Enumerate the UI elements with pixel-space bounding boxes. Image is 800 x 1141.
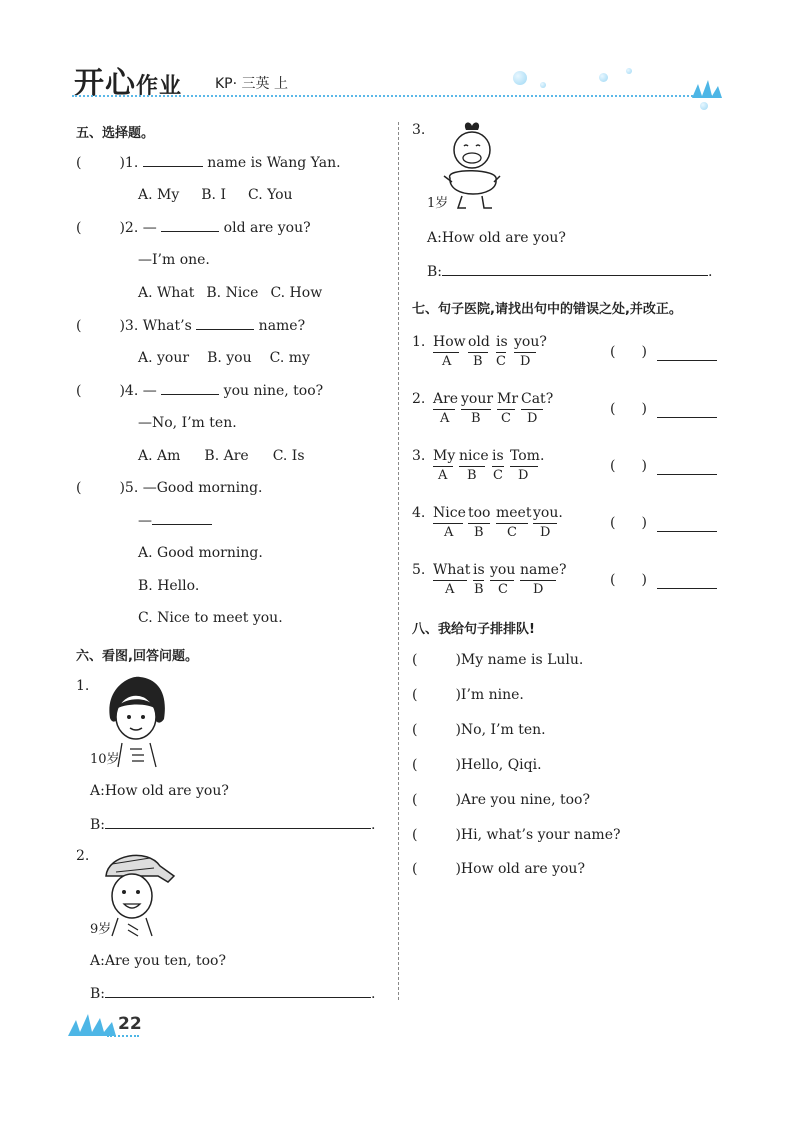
picture-3-question: A:How old are you? xyxy=(427,230,566,246)
word: How xyxy=(433,334,466,350)
answer-blank[interactable] xyxy=(196,329,254,330)
word: is xyxy=(492,448,504,464)
answer-blank[interactable] xyxy=(161,231,219,232)
options-q3: A. your B. you C. my xyxy=(138,350,310,366)
correction-line[interactable] xyxy=(657,360,717,361)
sentence-1: 1. How old is you? A B C D ( ) xyxy=(412,334,722,374)
word: Cat? xyxy=(521,391,554,407)
bubble-decoration xyxy=(700,102,708,110)
word: you xyxy=(490,562,516,578)
word: is xyxy=(496,334,508,350)
bubble-decoration xyxy=(513,71,527,85)
grass-icon xyxy=(690,78,724,100)
picture-1-question: A:How old are you? xyxy=(90,783,229,799)
word: your xyxy=(461,391,494,407)
correction-line[interactable] xyxy=(657,531,717,532)
word: name? xyxy=(520,562,567,578)
bubble-decoration xyxy=(599,73,608,82)
section-5-title: 五、选择题。 xyxy=(76,126,155,141)
answer-blank[interactable] xyxy=(143,166,203,167)
option-b-q5: B. Hello. xyxy=(138,578,200,594)
word: nice xyxy=(459,448,489,464)
picture-2-question: A:Are you ten, too? xyxy=(90,953,226,969)
age-label: 1岁 xyxy=(427,196,449,211)
bubble-decoration xyxy=(626,68,632,74)
picture-1-answer: B: . xyxy=(90,817,376,833)
order-item-2[interactable]: ( )I’m nine. xyxy=(412,687,524,703)
answer-line[interactable] xyxy=(442,275,708,276)
option-c-q5: C. Nice to meet you. xyxy=(138,610,283,626)
column-divider xyxy=(398,122,399,1000)
word: Are xyxy=(433,391,459,407)
word: is xyxy=(473,562,485,578)
word: What xyxy=(433,562,471,578)
picture-2-number: 2. xyxy=(76,848,90,864)
order-item-4[interactable]: ( )Hello, Qiqi. xyxy=(412,757,542,773)
footer-dotted-line xyxy=(107,1035,139,1037)
order-item-1[interactable]: ( )My name is Lulu. xyxy=(412,652,584,668)
options-q2: A. What B. Nice C. How xyxy=(138,285,323,301)
answer-line[interactable] xyxy=(105,828,371,829)
section-6-title: 六、看图,回答问题。 xyxy=(76,649,198,664)
answer-blank[interactable] xyxy=(152,524,212,525)
reply-q2: —I’m one. xyxy=(138,252,210,268)
question-3: ( )3. What’s name? xyxy=(76,318,306,334)
answer-paren[interactable]: ( ) xyxy=(610,344,647,360)
answer-line[interactable] xyxy=(105,997,371,998)
answer-paren[interactable]: ( ) xyxy=(610,515,647,531)
word: Nice xyxy=(433,505,466,521)
bubble-decoration xyxy=(540,82,546,88)
option-a-q5: A. Good morning. xyxy=(138,545,263,561)
answer-paren[interactable]: ( ) xyxy=(610,401,647,417)
sentence-3: 3. My nice is Tom. A B C D ( ) xyxy=(412,448,722,488)
answer-paren[interactable]: ( ) xyxy=(610,458,647,474)
order-item-6[interactable]: ( )Hi, what’s your name? xyxy=(412,827,621,843)
question-5: ( )5. —Good morning. xyxy=(76,480,263,496)
word: you. xyxy=(533,505,563,521)
order-item-3[interactable]: ( )No, I’m ten. xyxy=(412,722,546,738)
word: too xyxy=(468,505,491,521)
word: you? xyxy=(514,334,547,350)
question-1: ( )1. name is Wang Yan. xyxy=(76,155,341,171)
order-item-7[interactable]: ( )How old are you? xyxy=(412,861,585,877)
answer-blank[interactable] xyxy=(161,394,219,395)
age-label: 10岁 xyxy=(90,752,120,767)
picture-2-answer: B: . xyxy=(90,986,376,1002)
sentence-4: 4. Nice too meet you. A B C D ( ) xyxy=(412,505,722,545)
correction-line[interactable] xyxy=(657,588,717,589)
picture-3-number: 3. xyxy=(412,122,426,138)
word: My xyxy=(433,448,456,464)
correction-line[interactable] xyxy=(657,474,717,475)
word: old xyxy=(468,334,490,350)
options-q4: A. Am B. Are C. Is xyxy=(138,448,305,464)
section-8-title: 八、我给句子排排队! xyxy=(412,622,535,637)
workbook-title: 开心作业 xyxy=(74,66,183,101)
picture-1-number: 1. xyxy=(76,678,90,694)
answer-paren[interactable]: ( ) xyxy=(610,572,647,588)
sentence-5: 5. What is you name? A B C D ( ) xyxy=(412,562,722,602)
word: Mr xyxy=(497,391,519,407)
word: meet xyxy=(496,505,532,521)
workbook-subtitle: KP· 三英 上 xyxy=(215,76,288,92)
reply-q5: — xyxy=(138,513,212,529)
word: Tom. xyxy=(510,448,545,464)
sentence-2: 2. Are your Mr Cat? A B C D ( ) xyxy=(412,391,722,431)
header-dotted-line xyxy=(72,95,712,97)
question-2: ( )2. — old are you? xyxy=(76,220,311,236)
options-q1: A. My B. I C. You xyxy=(138,187,293,203)
age-label: 9岁 xyxy=(90,922,112,937)
question-4: ( )4. — you nine, too? xyxy=(76,383,324,399)
section-7-title: 七、句子医院,请找出句中的错误之处,并改正。 xyxy=(412,302,682,317)
reply-q4: —No, I’m ten. xyxy=(138,415,237,431)
order-item-5[interactable]: ( )Are you nine, too? xyxy=(412,792,590,808)
correction-line[interactable] xyxy=(657,417,717,418)
page-number: 22 xyxy=(118,1014,142,1034)
picture-3-answer: B: . xyxy=(427,264,713,280)
